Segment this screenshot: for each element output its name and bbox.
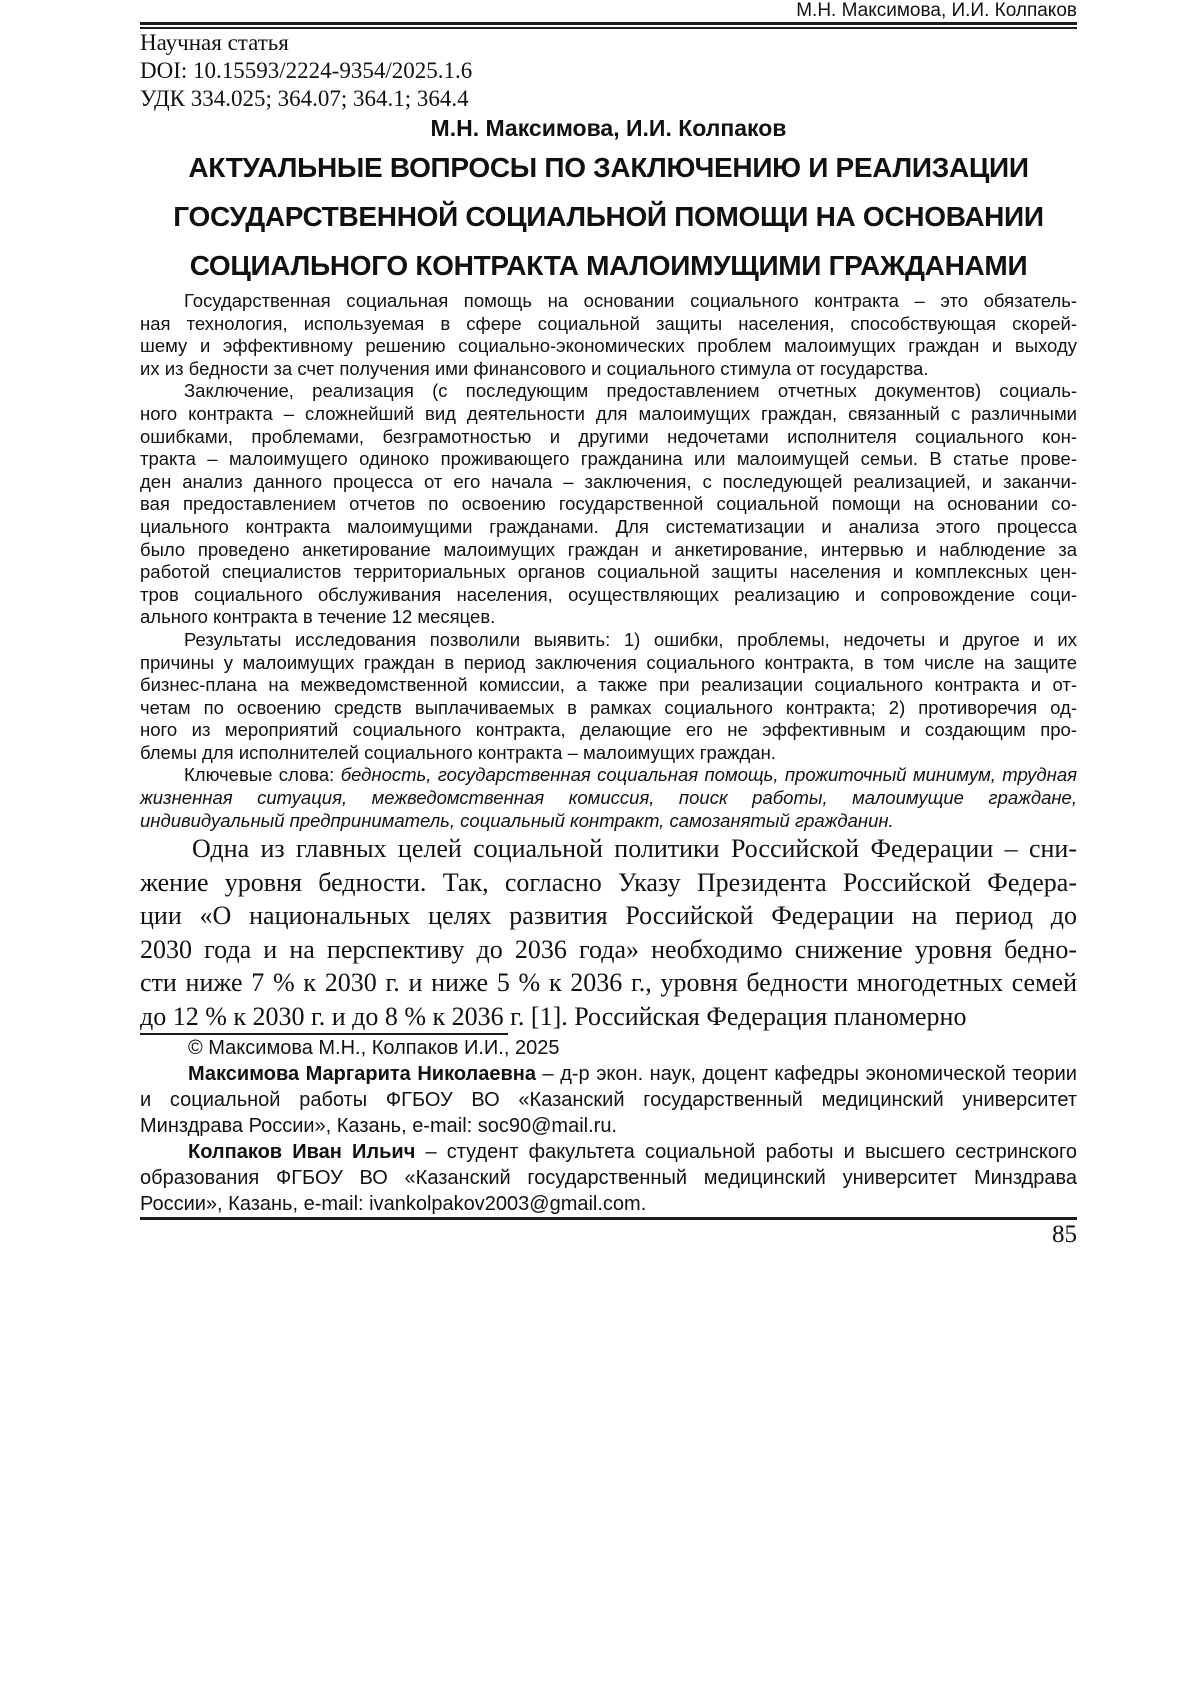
text-line: сти ниже 7 % к 2030 г. и ниже 5 % к 2036 г., уровня бедности многодетных семей xyxy=(140,968,1077,998)
running-head: М.Н. Максимова, И.И. Колпаков xyxy=(796,0,1077,21)
body-paragraph xyxy=(140,832,1077,1033)
author-bio-name: Колпаков Иван Ильич xyxy=(188,1141,416,1164)
text-line: тров социального обслуживания населения, осуществляющих реализацию и сопровождение соци- xyxy=(140,583,1077,605)
text-line: четам по освоению средств выплачиваемых в рамках социального контракта; 2) противоречия од- xyxy=(140,696,1077,718)
abstract-paragraph xyxy=(140,629,1077,765)
author-bio-text: – студент факультета социальной работы и высшего сестринского образования ФГБОУ ВО «Казанский государственный медицинский университет Минздрава России», Казань, e-mail: ivankolpakov2003@gmail.com. xyxy=(140,1141,1077,1216)
abstract-paragraph xyxy=(140,290,1077,380)
text-line: их из бедности за счет получения ими финансового и социального стимула от государства. xyxy=(140,357,929,379)
text-line: Заключение, реализация (с последующим предоставлением отчетных документов) социаль- xyxy=(184,380,1077,402)
text-line: блемы для исполнителей социального контракта – малоимущих граждан. xyxy=(140,741,776,763)
author-bio-name: Максимова Маргарита Николаевна xyxy=(188,1063,536,1086)
keywords-text: бедность, государственная социальная помощь, прожиточный минимум, трудная жизненная ситуация, межведомственная комиссия, поиск работы, малоимущие граждане, индивидуальный предприниматель, социальный контракт, самозанятый гражданин. xyxy=(140,764,1077,831)
page-number: 85 xyxy=(1052,1221,1077,1249)
text-line: причины у малоимущих граждан в период заключения социального контракта, в том числе на защите xyxy=(140,651,1077,673)
text-line: циального контракта малоимущими гражданами. Для систематизации и анализа этого процесса xyxy=(140,515,1077,537)
keywords-paragraph xyxy=(140,764,1077,832)
abstract-paragraph xyxy=(140,380,1077,629)
text-line: ден анализ данного процесса от его начала – заключения, с последующей реализацией, и заканчи- xyxy=(140,470,1077,492)
text-line: работой специалистов территориальных органов социальной защиты населения и комплексных цен- xyxy=(140,561,1077,583)
text-line: Государственная социальная помощь на основании социального контракта – это обязатель- xyxy=(184,290,1077,311)
text-line: тракта – малоимущего одиноко проживающего гражданина или малоимущей семьи. В статье прове- xyxy=(140,448,1077,470)
text-line: вая предоставлением отчетов по освоению государственной социальной помощи на основании со- xyxy=(140,493,1077,515)
authors-line: М.Н. Максимова, И.И. Колпаков xyxy=(430,115,787,141)
text-line: ная технология, используемая в сфере социальной защиты населения, способствующая скорей- xyxy=(140,312,1077,334)
author-bio xyxy=(140,1139,1077,1217)
article-type-label: Научная статья xyxy=(140,30,289,55)
doi-line: DOI: 10.15593/2224-9354/2025.1.6 xyxy=(140,58,473,83)
text-line: шему и эффективному решению социально-экономических проблем малоимущих граждан и выходу xyxy=(140,335,1077,357)
text-line: ции «О национальных целях развития Российской Федерации на период до xyxy=(140,901,1077,931)
text-line: ошибками, проблемами, безграмотностью и другими недочетами исполнителя социального кон- xyxy=(140,425,1077,447)
udk-line: УДК 334.025; 364.07; 364.1; 364.4 xyxy=(140,86,469,111)
article-title xyxy=(140,143,1077,290)
keywords-label: Ключевые слова: xyxy=(184,764,341,786)
text-line: ального контракта в течение 12 месяцев. xyxy=(140,606,496,628)
text-line: АКТУАЛЬНЫЕ ВОПРОСЫ ПО ЗАКЛЮЧЕНИЮ И РЕАЛИЗАЦИИ xyxy=(188,152,1029,183)
author-bio xyxy=(140,1061,1077,1139)
text-line: ного контракта – сложнейший вид деятельности для малоимущих граждан, связанный с различными xyxy=(140,402,1077,424)
text-line: до 12 % к 2030 г. и до 8 % к 2036 г. [1]. Российская Федерация планомерно xyxy=(140,1001,967,1031)
text-line: 2030 года и на перспективу до 2036 года» необходимо снижение уровня бедно- xyxy=(140,934,1077,964)
copyright-line: © Максимова М.Н., Колпаков И.И., 2025 xyxy=(188,1037,560,1060)
footnote-section xyxy=(140,1033,1077,1217)
header-rule xyxy=(140,22,1077,29)
text-line: было проведено анкетирование малоимущих граждан и анкетирование, интервью и наблюдение за xyxy=(140,538,1077,560)
abstract-section xyxy=(140,290,1077,832)
text-line: СОЦИАЛЬНОГО КОНТРАКТА МАЛОИМУЩИМИ ГРАЖДАНАМИ xyxy=(189,250,1028,281)
text-line: жение уровня бедности. Так, согласно Указу Президента Российской Федера- xyxy=(140,867,1077,897)
text-line: Одна из главных целей социальной политики Российской Федерации – сни- xyxy=(192,834,1077,864)
page-content xyxy=(140,0,1077,1250)
text-line: бизнес-плана на межведомственной комиссии, а также при реализации социального контракта и от- xyxy=(140,674,1077,696)
text-line: ГОСУДАРСТВЕННОЙ СОЦИАЛЬНОЙ ПОМОЩИ НА ОСНОВАНИИ xyxy=(173,201,1044,232)
text-line: ного из мероприятий социального контракта, делающие его не эффективным и создающим про- xyxy=(140,719,1077,741)
text-line: Результаты исследования позволили выявить: 1) ошибки, проблемы, недочеты и другое и их xyxy=(184,628,1077,650)
author-bio-text: – д-р экон. наук, доцент кафедры экономической теории и социальной работы ФГБОУ ВО «Казанский государственный медицинский университет Минздрава России», Казань, e-mail: soc90@mail.ru. xyxy=(140,1063,1077,1138)
